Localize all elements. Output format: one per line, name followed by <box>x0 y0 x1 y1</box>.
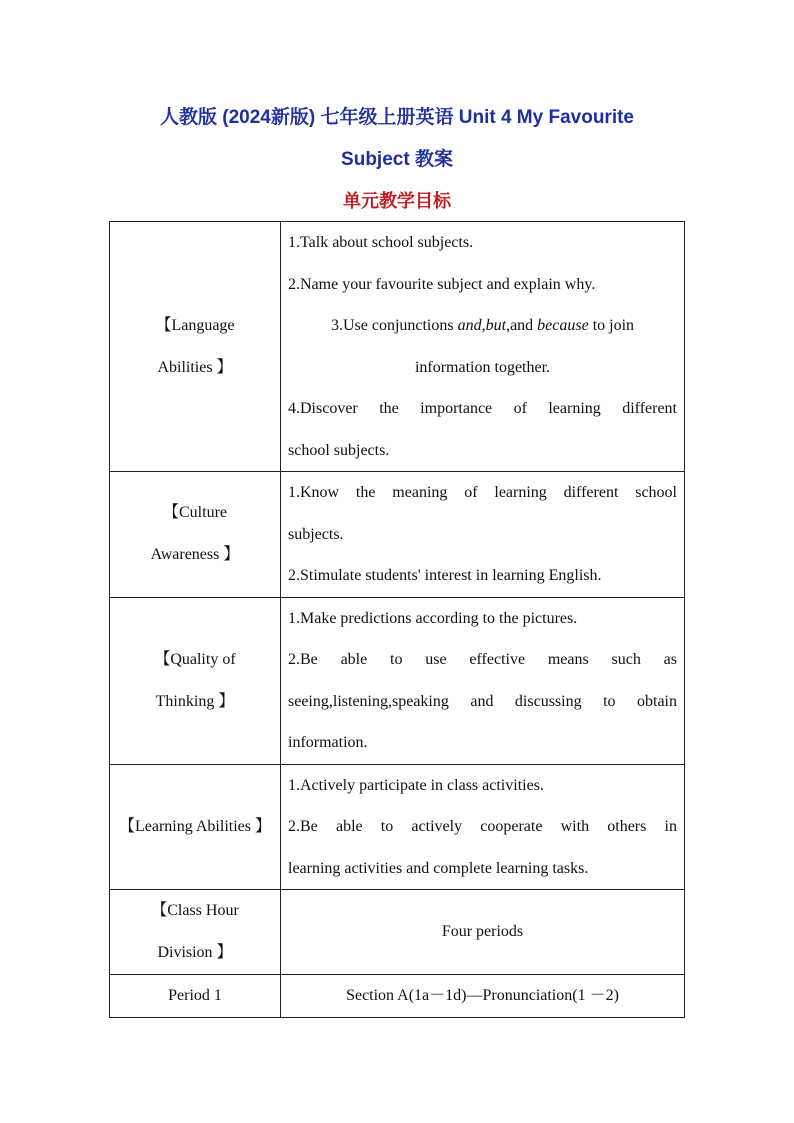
goal-item: 1.Talk about school subjects. <box>288 234 474 251</box>
label-line: Awareness 】 <box>150 546 240 564</box>
table-row-period-1 <box>110 975 685 1018</box>
goal-item: 2.Be able to actively cooperate with others in <box>288 818 677 835</box>
label-line: Abilities 】 <box>157 358 233 376</box>
row-label-learning-abilities <box>110 764 281 890</box>
conjunction-because: because <box>537 317 589 334</box>
table-row-language-abilities <box>110 222 685 472</box>
goal-item-continuation: information. <box>288 734 368 751</box>
table-row-culture-awareness <box>110 472 685 598</box>
period-1-value: Section A(1a－1d)—Pronunciation(1 －2) <box>346 987 619 1005</box>
label-line: Period 1 <box>168 987 222 1004</box>
unit-goals-table <box>109 221 685 1018</box>
table-row-class-hour-division <box>110 890 685 975</box>
goal-item: 2.Name your favourite subject and explain why. <box>288 275 596 293</box>
label-line: 【Language <box>155 316 235 334</box>
goal-item: 1.Actively participate in class activities. <box>288 776 544 794</box>
row-label-period-1 <box>110 975 281 1018</box>
table-row-learning-abilities <box>110 764 685 890</box>
class-hour-value: Four periods <box>441 923 524 941</box>
goal-item: 2.Be able to use effective means such as <box>288 651 677 668</box>
goal-item: 4.Discover the importance of learning different <box>288 400 677 417</box>
row-content-period-1 <box>281 975 685 1018</box>
goal-text: ,and <box>506 317 538 334</box>
row-content-class-hour-division <box>281 890 685 975</box>
label-line: 【Culture <box>163 504 227 522</box>
label-line: 【Quality of <box>154 650 236 668</box>
document-title-line-1: 人教版 (2024新版) 七年级上册英语 Unit 4 My Favourite <box>159 107 634 128</box>
row-label-culture-awareness <box>110 472 281 598</box>
document-title-line-2: Subject 教案 <box>341 149 453 170</box>
goal-text: 3.Use conjunctions <box>330 317 458 334</box>
goal-item-continuation: school subjects. <box>288 441 390 459</box>
conjunction-but: but <box>485 317 507 334</box>
goal-item-continuation: learning activities and complete learning tasks. <box>288 859 589 877</box>
section-heading: 单元教学目标 <box>343 191 451 211</box>
row-label-language-abilities <box>110 222 281 472</box>
row-label-class-hour-division <box>110 890 281 975</box>
goal-item: 1.Make predictions according to the pictures. <box>288 609 578 627</box>
goal-item-continuation: subjects. <box>288 525 344 543</box>
label-line: Division 】 <box>157 944 233 961</box>
goal-item: 1.Know the meaning of learning different school <box>288 484 677 501</box>
row-label-quality-of-thinking <box>110 597 281 764</box>
goal-text: to join <box>588 317 635 334</box>
goal-item-continuation: information together. <box>414 358 551 376</box>
goal-item <box>288 305 677 347</box>
goal-text: , <box>481 317 486 334</box>
goal-item-continuation: seeing,listening,speaking and discussing to obtain <box>288 692 677 710</box>
row-content-language-abilities <box>281 222 685 472</box>
label-line: 【Class Hour <box>151 902 239 919</box>
row-content-learning-abilities <box>281 764 685 890</box>
table-row-quality-of-thinking <box>110 597 685 764</box>
row-content-quality-of-thinking <box>281 597 685 764</box>
goal-item: 2.Stimulate students' interest in learning English. <box>288 567 602 584</box>
row-content-culture-awareness <box>281 472 685 598</box>
label-line: Thinking 】 <box>155 692 235 710</box>
label-line: 【Learning Abilities 】 <box>119 817 271 835</box>
conjunction-and: and <box>457 317 482 334</box>
